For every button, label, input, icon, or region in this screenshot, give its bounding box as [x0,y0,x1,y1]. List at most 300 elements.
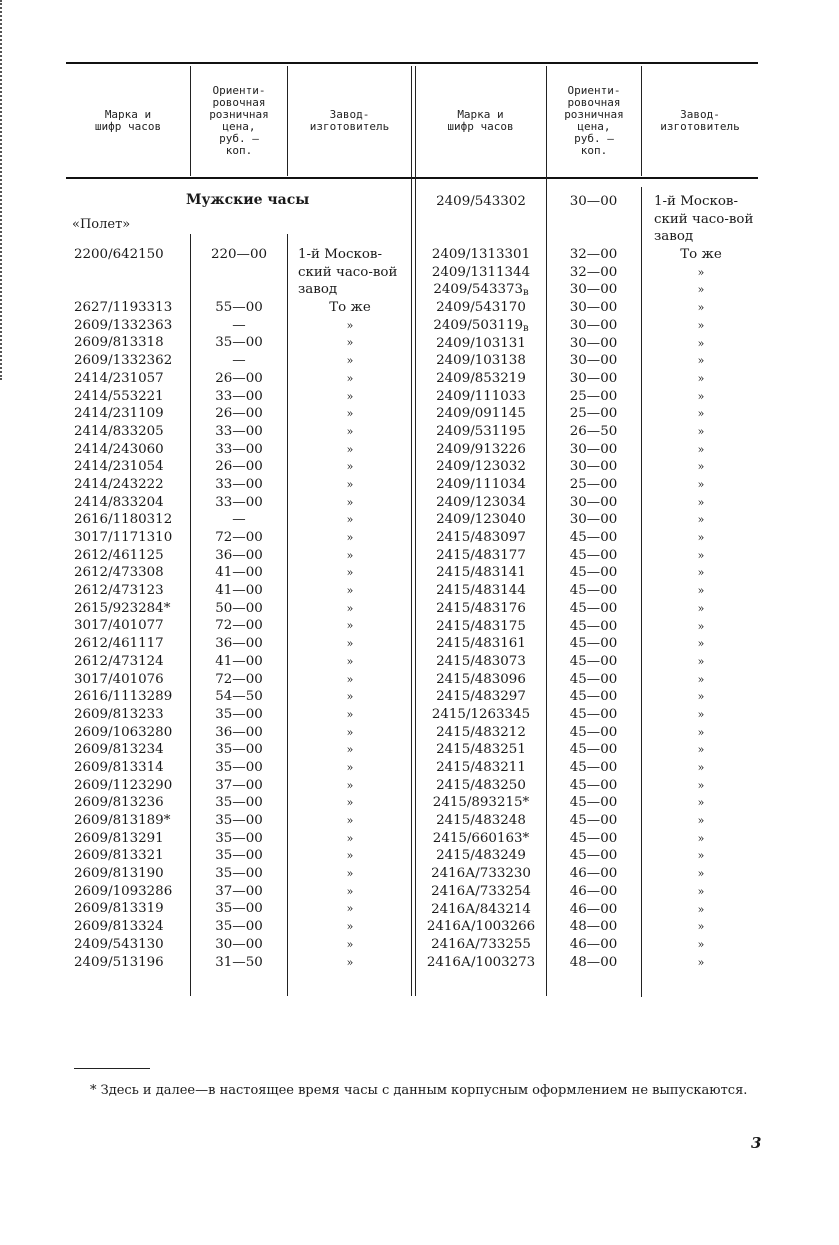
table-row-price: 45—00 [569,653,618,669]
table-row-code [416,317,546,335]
table-row-price: 30—00 [569,370,618,386]
table-row-code [416,688,546,706]
section-title: Мужские часы [186,192,310,208]
table-row-price: 32—00 [569,247,618,263]
watch-code: 2415/483250 [436,777,526,793]
table-row-factory: » [346,495,354,509]
table-row-factory: » [346,619,354,633]
table-row-price: 45—00 [569,760,618,776]
table-row-factory: » [697,761,705,775]
table-row-price: 30—00 [569,441,618,457]
table-row-price: 45—00 [569,724,618,740]
table-row-price: 33—00 [215,494,263,510]
table-row-factory: » [346,778,354,792]
table-row-price: 45—00 [569,565,618,581]
table-row-price: 45—00 [569,618,618,634]
table-row-code [74,617,186,635]
table-row-code [416,618,546,636]
column-divider [190,234,191,996]
table-row-code [416,547,546,565]
table-row-factory: » [697,849,705,863]
table-row-code [74,830,186,848]
watch-code: 2415/483096 [436,671,526,687]
watch-code: 2409/853219 [436,370,526,386]
table-row-factory: » [697,867,705,881]
table-row-factory: » [697,318,705,332]
table-row-factory: » [697,495,705,509]
watch-code: 2609/813321 [74,848,164,864]
watch-code: 2415/483144 [436,583,526,599]
watch-code: 2409/1313301 [431,247,531,263]
header-price-left: Ориенти- ровочная розничная цена, руб. — коп. [209,84,269,157]
table-row-price: 35—00 [215,759,263,775]
watch-code: 2416А/1003273 [426,954,536,970]
table-row-code [416,706,546,724]
table-row-factory: » [346,424,354,438]
watch-code: 2609/1063280 [74,724,173,740]
table-row-price: 45—00 [569,742,618,758]
watch-code: 2409/091145 [436,406,526,422]
table-row-factory: » [697,566,705,580]
code-suffix: в [523,287,529,299]
header-factory-left: Завод- изготовитель [309,108,390,133]
table-row-factory: » [346,584,354,598]
table-row-price: 30—00 [569,459,618,475]
table-row-code [416,423,546,441]
left-price-column [192,246,286,971]
table-row-price: 45—00 [569,671,618,687]
table-row-price: 35—00 [215,813,263,829]
table-row-code [74,918,186,936]
table-row-code [416,264,546,282]
right-code-column [416,193,546,971]
watch-code: 2612/461125 [74,547,164,563]
watch-code: 2609/813318 [74,335,164,351]
table-row-price: 45—00 [569,583,618,599]
footnote: * Здесь и далее—в настоящее время часы с данным корпусным оформлением не выпускаются. [90,1083,748,1098]
table-row-factory: » [697,584,705,598]
table-row-price: 45—00 [569,813,618,829]
table-row-factory: » [697,548,705,562]
table-row-price: 35—00 [215,848,263,864]
table-row-factory: » [346,548,354,562]
watch-code: 2612/473124 [74,653,164,669]
table-row-code [74,865,186,883]
table-row-price: 45—00 [569,777,618,793]
table-row-code [416,847,546,865]
table-row-price: 220—00 [211,247,267,262]
table-row-price: 55—00 [215,300,263,316]
watch-code: 2415/483141 [436,565,526,581]
table-row-factory: » [697,619,705,633]
table-row-price: — [232,353,246,369]
table-row-price: 33—00 [215,476,263,492]
table-row-code [416,476,546,494]
table-row-code [74,706,186,724]
table-row-code [74,388,186,406]
watch-code: 2609/813190 [74,866,164,882]
watch-code: 2415/483251 [436,742,526,758]
watch-code: 2415/483211 [436,760,526,776]
table-row-factory: » [346,955,354,969]
table-row-factory: » [346,389,354,403]
scan-edge-artifact [0,0,5,380]
table-row-factory: » [697,424,705,438]
watch-code: 2416А/843214 [431,901,531,917]
table-row-price: 25—00 [569,477,618,493]
watch-code: 2414/231109 [74,406,164,422]
table-row-code [416,564,546,582]
table-row-price: 30—00 [569,317,618,333]
watch-code: 2609/813189* [74,813,171,829]
table-row-code [74,476,186,494]
table-row-price: — [232,317,246,333]
watch-code: 2414/833205 [74,423,164,439]
table-row-price: 45—00 [569,795,618,811]
table-row-code [74,900,186,918]
watch-code: 2609/813234 [74,742,164,758]
table-row-factory: » [697,884,705,898]
table-row-price: 30—00 [569,335,618,351]
watch-code: 2409/123034 [436,494,526,510]
table-row-factory: » [697,707,705,721]
table-row-code [74,246,186,299]
code-suffix: в [523,322,529,334]
table-row-price: 35—00 [215,830,263,846]
table-row-price: 46—00 [569,936,618,952]
table-row-code [74,423,186,441]
table-row-factory: » [346,743,354,757]
table-row-price: 37—00 [215,883,263,899]
table-row-factory: » [346,513,354,527]
table-row-code [74,547,186,565]
watch-code: 2409/543302 [436,194,526,209]
table-row-code [74,334,186,352]
table-row-price: 45—00 [569,706,618,722]
table-row-factory: » [346,690,354,704]
header-code-right: Марка и шифр часов [447,108,514,133]
watch-code: 2609/813319 [74,901,164,917]
table-row-factory: » [346,760,354,774]
header-price-right: Ориенти- ровочная розничная цена, руб. — коп. [564,84,624,157]
watch-code: 2200/642150 [74,247,164,262]
table-row-code [416,582,546,600]
header-code-left: Марка и шифр часов [94,108,162,133]
watch-code: 2609/813233 [74,706,164,722]
table-row-price: 48—00 [569,919,618,935]
table-row-code [74,794,186,812]
table-row-factory: » [346,814,354,828]
table-row-code [416,883,546,901]
table-row-code [74,494,186,512]
table-row-code [416,352,546,370]
table-row-code [74,671,186,689]
watch-code: 2409/543373 [433,282,524,298]
watch-code: 2416А/733254 [431,883,531,899]
table-row-price: 45—00 [569,830,618,846]
watch-code: 2414/833204 [74,494,164,510]
watch-code: 2416А/733255 [431,936,531,952]
watch-code: 2409/531195 [436,423,526,439]
table-row-price: 26—00 [215,459,263,475]
table-row-factory: » [697,442,705,456]
table-row-code [74,529,186,547]
table-row-code [74,352,186,370]
table-row-code [416,653,546,671]
watch-code: 2415/893215* [432,795,530,811]
table-row-price: 45—00 [569,636,618,652]
watch-code: 2414/243060 [74,441,164,457]
watch-code: 2612/473308 [74,565,164,581]
table-row-price: 45—00 [569,547,618,563]
table-row-code [74,724,186,742]
table-row-factory: » [346,707,354,721]
table-row-code [416,759,546,777]
table-row-factory: » [697,937,705,951]
table-row-factory: » [697,460,705,474]
table-row-factory: » [346,831,354,845]
table-row-price: 35—00 [215,335,263,351]
table-row-code [74,564,186,582]
table-row-factory: » [346,920,354,934]
table-row-price: 31—50 [215,954,263,970]
watch-code: 2409/111033 [436,388,526,404]
table-row-code [416,794,546,812]
watch-code: 3017/401077 [74,618,164,634]
left-factory-column [290,246,410,971]
table-row-factory: » [697,743,705,757]
watch-code: 3017/401076 [74,671,164,687]
watch-code: 2409/513196 [74,954,164,970]
table-row-code [416,724,546,742]
column-divider [641,187,642,997]
table-row-price: 45—00 [569,600,618,616]
table-row-factory: » [697,513,705,527]
table-row-price: 45—00 [569,689,618,705]
watch-code: 2416А/1003266 [426,919,536,935]
table-row-price: 45—00 [569,848,618,864]
table-row-price: 41—00 [215,565,263,581]
table-row-price: 54—50 [215,689,263,705]
table-row-price: 30—00 [569,194,618,209]
table-row-factory: » [346,867,354,881]
table-row-code [416,918,546,936]
watch-code: 2415/483248 [436,813,526,829]
table-row-code [74,511,186,529]
right-price-column [546,193,641,971]
table-row-factory: » [697,283,705,297]
watch-code: 2409/503119 [433,317,524,333]
watch-code: 2415/483212 [436,724,526,740]
watch-code: 2409/543130 [74,936,164,952]
table-row-price: 30—00 [569,353,618,369]
table-row-price: 35—00 [215,866,263,882]
table-row-code [416,299,546,317]
table-row-factory: » [346,601,354,615]
table-row-factory: » [346,477,354,491]
table-row-factory: » [697,690,705,704]
table-row-code [74,759,186,777]
watch-code: 2409/1311344 [431,264,531,280]
watch-code: 2609/1332362 [74,353,173,369]
page-number: 3 [751,1134,762,1152]
table-row-factory: » [346,354,354,368]
table-row-price: 25—00 [569,388,618,404]
watch-code: 2415/483249 [436,848,526,864]
table-row-code [74,847,186,865]
table-row-price: 30—00 [569,494,618,510]
table-row-factory: » [697,654,705,668]
watch-code: 2415/483073 [436,653,526,669]
table-row-factory: » [697,531,705,545]
table-row-code [74,635,186,653]
watch-code: 2415/483176 [436,600,526,616]
table-row-price: 32—00 [569,264,618,280]
table-row-price: 35—00 [215,901,263,917]
table-row-price: 72—00 [215,530,263,546]
table-row-factory: » [697,301,705,315]
watch-code: 2409/111034 [436,477,526,493]
table-row-code [74,370,186,388]
watch-code: 2414/553221 [74,388,164,404]
watch-code: 3017/1171310 [74,530,173,546]
table-row-factory: » [697,371,705,385]
table-row-price: 33—00 [215,423,263,439]
watch-code: 2409/103138 [436,353,526,369]
table-row-price: 48—00 [569,954,618,970]
table-row-code [416,335,546,353]
table-row-price: 26—00 [215,370,263,386]
table-row-price: 26—00 [215,406,263,422]
table-row-code [416,405,546,423]
watch-code: 2609/1123290 [74,777,173,793]
brand-label: «Полет» [72,217,131,232]
header-factory-right: Завод- изготовитель [660,108,740,133]
table-row-factory: » [697,389,705,403]
table-row-factory: » [346,442,354,456]
table-row-factory: » [346,672,354,686]
table-row-price: 36—00 [215,636,263,652]
table-row-code [416,741,546,759]
table-row-factory: 1-й Москов-ский часо-вой завод [654,194,754,245]
watch-code: 2409/913226 [436,441,526,457]
table-row-factory: » [697,796,705,810]
table-row-code [416,830,546,848]
table-row-code [416,281,546,299]
table-row-code [74,299,186,317]
left-code-column [74,246,186,971]
table-row-factory: » [346,796,354,810]
price-table [66,62,758,997]
table-row-factory: » [697,354,705,368]
table-row-code [74,954,186,972]
table-row-factory: » [697,336,705,350]
table-row-code [416,901,546,919]
table-row-price: 30—00 [215,936,263,952]
watch-code: 2414/231054 [74,459,164,475]
table-row-factory: То же [680,247,722,263]
watch-code: 2627/1193313 [74,300,173,316]
table-row-price: 35—00 [215,795,263,811]
watch-code: 2615/923284* [74,600,171,616]
table-row-price: 46—00 [569,883,618,899]
watch-code: 2609/813291 [74,830,164,846]
table-row-price: 25—00 [569,406,618,422]
table-row-factory: » [346,531,354,545]
table-row-price: 30—00 [569,512,618,528]
table-row-factory: » [346,654,354,668]
watch-code: 2415/483161 [436,636,526,652]
watch-code: 2409/123040 [436,512,526,528]
table-row-price: 36—00 [215,547,263,563]
watch-code: 2612/473123 [74,583,164,599]
table-row-factory: » [346,637,354,651]
table-row-factory: » [697,601,705,615]
watch-code: 2616/1180312 [74,512,173,528]
table-row-factory: » [346,725,354,739]
watch-code: 2409/123032 [436,459,526,475]
watch-code: 2414/243222 [74,476,164,492]
table-row-factory: » [346,460,354,474]
table-row-price: 45—00 [569,530,618,546]
table-row-factory: » [346,566,354,580]
watch-code: 2415/483177 [436,547,526,563]
table-row-factory: » [346,407,354,421]
table-row-code [416,671,546,689]
column-divider [287,234,288,996]
table-row-factory: » [346,902,354,916]
table-row-price: 37—00 [215,777,263,793]
table-row-factory: » [346,884,354,898]
watch-code: 2409/103131 [436,335,526,351]
watch-code: 2616/1113289 [74,689,173,705]
table-row-code [416,777,546,795]
table-row-price: 35—00 [215,919,263,935]
table-row-factory: То же [329,300,371,316]
table-row-code [74,582,186,600]
table-row-factory: » [697,265,705,279]
table-row-price: 41—00 [215,653,263,669]
table-row-code [74,405,186,423]
table-row-price: 72—00 [215,671,263,687]
table-row-code [74,777,186,795]
table-row-price: 46—00 [569,901,618,917]
table-row-price: 30—00 [569,282,618,298]
footnote-rule [74,1068,150,1069]
table-row-factory: » [697,955,705,969]
table-row-code [74,600,186,618]
table-row-code [416,511,546,529]
table-row-factory: » [697,672,705,686]
table-row-code [416,458,546,476]
table-row-factory: » [697,478,705,492]
watch-code: 2609/813236 [74,795,164,811]
table-row-factory: » [697,902,705,916]
table-row-code [416,812,546,830]
table-row-code [416,635,546,653]
table-row-code [416,865,546,883]
table-row-code [416,494,546,512]
table-row-factory: » [346,318,354,332]
table-row-code [416,193,546,246]
table-row-code [74,936,186,954]
table-row-price: 26—50 [569,423,618,439]
table-row-code [416,246,546,264]
watch-code: 2415/660163* [432,830,530,846]
table-row-price: — [232,512,246,528]
table-row-factory: » [697,778,705,792]
watch-code: 2609/1332363 [74,317,173,333]
